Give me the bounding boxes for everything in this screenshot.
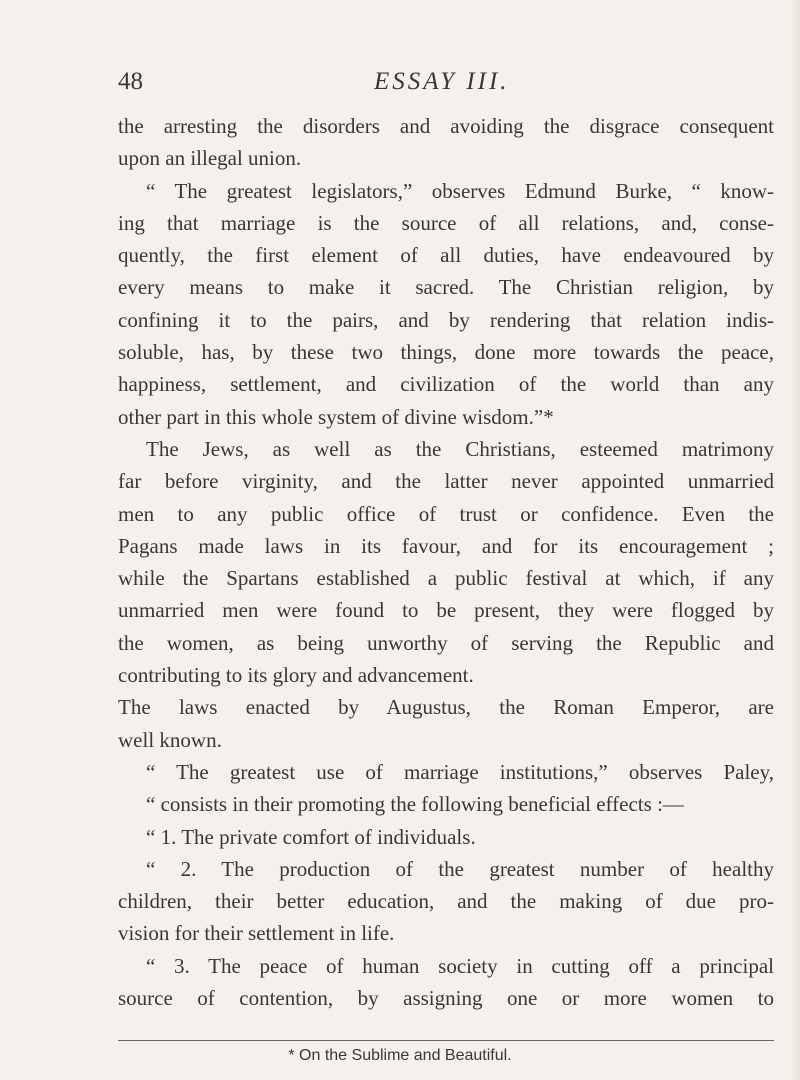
text-line: “ 3. The peace of human society in cutting off a principal: [146, 953, 774, 978]
text-line: well known.: [118, 727, 222, 752]
text-line: unmarried men were found to be present, they were flogged by: [118, 598, 774, 623]
page-number: 48: [118, 68, 143, 95]
text-line: while the Spartans established a public festival at which, if any: [118, 566, 774, 591]
text-line: vision for their settlement in life.: [118, 921, 395, 946]
text-line: “ The greatest use of marriage institutions,” observes Paley,: [146, 759, 774, 784]
text-line: men to any public office of trust or confidence. Even the: [118, 501, 774, 526]
running-head: ESSAY III.: [374, 68, 510, 95]
text-line: quently, the first element of all duties, have endeavoured by: [118, 243, 774, 268]
body-text: [118, 110, 774, 1014]
text-line: The Jews, as well as the Christians, esteemed matrimony: [146, 436, 774, 461]
footnote: * On the Sublime and Beautiful.: [288, 1047, 512, 1064]
text-line: happiness, settlement, and civilization of the world than any: [118, 372, 774, 397]
text-line: upon an illegal union.: [118, 146, 302, 171]
text-line: “ 1. The private comfort of individuals.: [146, 824, 476, 849]
text-line: contributing to its glory and advancement.: [118, 663, 474, 688]
text-line: other part in this whole system of divine wisdom.”*: [118, 404, 554, 429]
text-line: children, their better education, and the making of due pro-: [118, 889, 774, 914]
text-line: far before virginity, and the latter never appointed unmarried: [118, 469, 774, 494]
text-line: the arresting the disorders and avoiding the disgrace consequent: [118, 114, 774, 138]
text-line: every means to make it sacred. The Christian religion, by: [118, 275, 774, 300]
text-line: ing that marriage is the source of all relations, and, conse-: [118, 210, 774, 235]
text-line: source of contention, by assigning one or more women to: [118, 986, 774, 1011]
text-line: “ consists in their promoting the following beneficial effects :—: [146, 792, 684, 817]
text-line: The laws enacted by Augustus, the Roman Emperor, are: [118, 695, 774, 720]
text-line: Pagans made laws in its favour, and for its encouragement ;: [118, 533, 774, 558]
text-line: soluble, has, by these two things, done more towards the peace,: [118, 340, 774, 365]
page-header: [118, 68, 778, 108]
page-edge: [790, 0, 800, 1080]
text-line: the women, as being unworthy of serving the Republic and: [118, 630, 774, 655]
footnote-divider: [118, 1040, 774, 1041]
text-line: “ The greatest legislators,” observes Edmund Burke, “ know-: [146, 178, 774, 203]
text-line: “ 2. The production of the greatest number of healthy: [146, 856, 774, 881]
text-line: confining it to the pairs, and by rendering that relation indis-: [118, 307, 774, 332]
